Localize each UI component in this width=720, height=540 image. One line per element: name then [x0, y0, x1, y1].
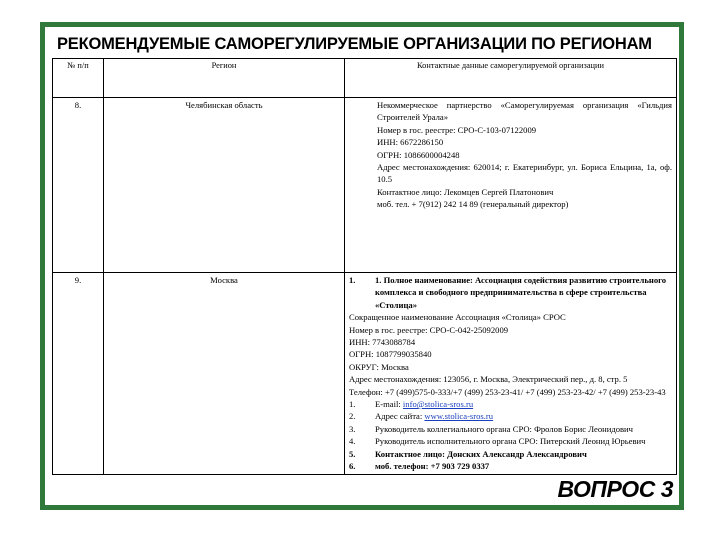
- table-row: [53, 98, 677, 273]
- reg-number: Номер в гос. реестре: СРО-С-103-07122009: [377, 124, 537, 135]
- row-region: Москва: [104, 273, 345, 475]
- table-row: [53, 273, 677, 475]
- inn: ИНН: 7743088784: [349, 337, 416, 348]
- email-link[interactable]: info@stolica-sros.ru: [402, 399, 474, 410]
- table-header-row: [53, 59, 677, 98]
- ogrn: ОГРН: 1086600004248: [377, 149, 460, 160]
- full-name: 1. 1. Полное наименование: Ассоциация содействия развитию строительного комплекса и свободного предпринимательства в сфере строительства «Столица»: [349, 275, 667, 310]
- ogrn: ОГРН: 1087799035840: [349, 349, 432, 360]
- list-number: 1.: [349, 275, 356, 285]
- sro-table: [52, 58, 677, 475]
- header-contacts: Контактные данные саморегулируемой организации: [345, 59, 677, 98]
- list-item: 6. моб. телефон: +7 903 729 0337: [349, 461, 490, 472]
- header-region: Регион: [104, 59, 345, 98]
- phone: Телефон: +7 (499)575-0-333/+7 (499) 253-23-41/ +7 (499) 253-23-42/ +7 (499) 253-23-43: [349, 386, 666, 397]
- inn: ИНН: 6672286150: [377, 137, 444, 148]
- okrug: ОКРУГ: Москва: [349, 361, 409, 372]
- short-name: Сокращенное наименование Ассоциация «Столица» СРОС: [349, 312, 566, 323]
- list-item: 2. Адрес сайта: www.stolica-sros.ru: [349, 411, 494, 422]
- address: Адрес местонахождения: 620014; г. Екатеринбург, ул. Бориса Ельцина, 1а, оф. 10.5: [377, 162, 672, 185]
- mobile-phone: моб. тел. + 7(912) 242 14 89 (генеральный директор): [377, 199, 569, 210]
- row-contacts: [345, 273, 677, 475]
- list-item: 3. Руководитель коллегиального органа СРО: Фролов Борис Леонидович: [349, 423, 633, 434]
- row-num: 8.: [53, 98, 104, 273]
- slide-frame: [40, 22, 684, 510]
- row-contacts: [345, 98, 677, 273]
- row-num: 9.: [53, 273, 104, 475]
- list-item: 1. E-mail: info@stolica-sros.ru: [349, 399, 474, 410]
- contact-person: Контактное лицо: Лекомцев Сергей Платонович: [377, 186, 554, 197]
- header-num: № п/п: [53, 59, 104, 98]
- reg-number: Номер в гос. реестре: СРО-С-042-25092009: [349, 324, 509, 335]
- address: Адрес местонахождения: 123056, г. Москва, Электрический пер., д. 8, стр. 5: [349, 374, 628, 385]
- list-item: 5. Контактное лицо: Донских Александр Александрович: [349, 448, 587, 459]
- website-link[interactable]: www.stolica-sros.ru: [424, 411, 494, 422]
- row-region: Челябинская область: [104, 98, 345, 273]
- question-label: ВОПРОС 3: [557, 476, 673, 502]
- list-item: 4. Руководитель исполнительного органа СРО: Питерский Леонид Юрьевич: [349, 436, 646, 447]
- org-name: Некоммерческое партнерство «Саморегулируемая организация «Гильдия Строителей Урала»: [377, 100, 672, 123]
- page-title: РЕКОМЕНДУЕМЫЕ САМОРЕГУЛИРУЕМЫЕ ОРГАНИЗАЦИИ ПО РЕГИОНАМ: [57, 35, 652, 53]
